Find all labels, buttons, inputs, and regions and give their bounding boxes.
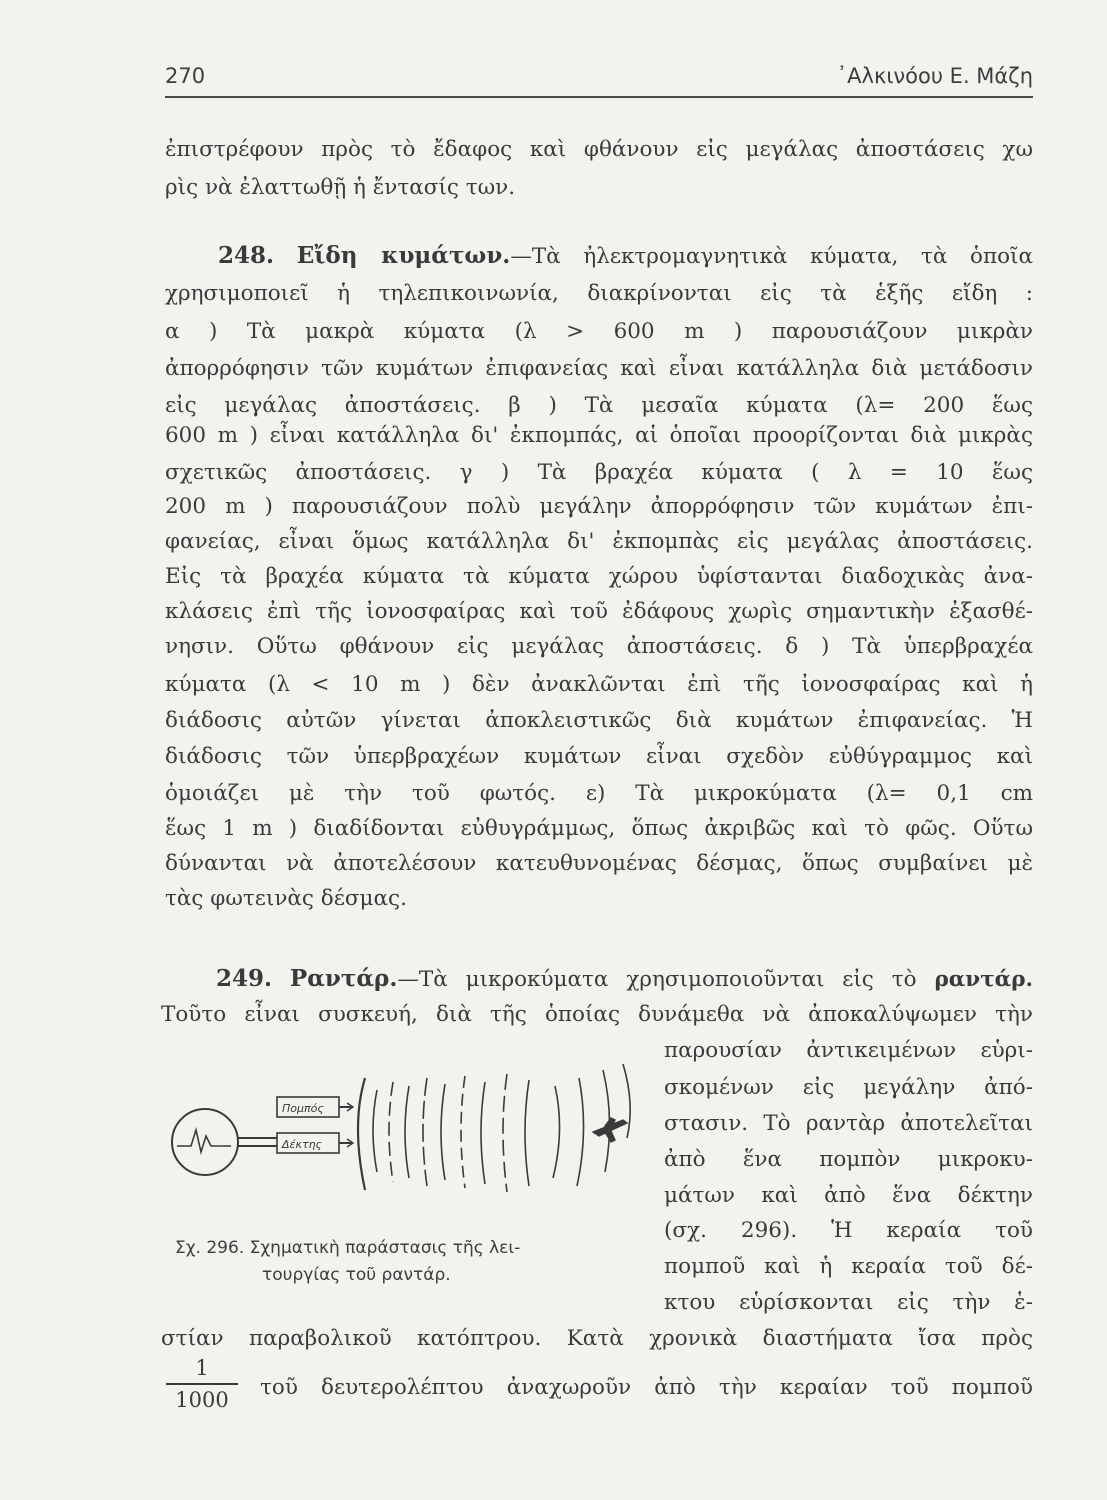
figure-caption: [175, 1235, 520, 1289]
text-line: στίαν παραβολικοῦ κατόπτρου. Κατὰ χρονικὰ διαστήματα ἴσα πρὸς: [161, 1326, 1033, 1351]
text-line: α ) Τὰ μακρὰ κύματα (λ > 600 m ) παρουσιάζουν μικρὰν: [165, 319, 1033, 344]
text-line: εἰς μεγάλας ἀποστάσεις. β ) Τὰ μεσαῖα κύματα (λ= 200 ἕως: [165, 393, 1033, 418]
text-line: φανείας, εἶναι ὅμως κατάλληλα δι' ἐκπομπὰς εἰς μεγάλας ἀποστάσεις.: [165, 529, 1033, 554]
text-line: ὁμοιάζει μὲ τὴν τοῦ φωτός. ε) Τὰ μικροκύματα (λ= 0,1 cm: [165, 781, 1033, 806]
section-249-heading-line: [216, 964, 1033, 995]
text-line: σχετικῶς ἀποστάσεις. γ ) Τὰ βραχέα κύματα ( λ = 10 ἕως: [165, 460, 1033, 485]
text-line: τὰς φωτεινὰς δέσμας.: [165, 886, 407, 911]
caption-line-1: Σχ. 296. Σχηματικὴ παράστασις τῆς λει-: [175, 1238, 521, 1258]
text-line: χρησιμοποιεῖ ἡ τηλεπικοινωνία, διακρίνονται εἰς τὰ ἑξῆς εἴδη :: [165, 281, 1033, 306]
text-line: κύματα (λ < 10 m ) δὲν ἀνακλῶνται ἐπὶ τῆς ἰονοσφαίρας καὶ ἡ: [165, 672, 1033, 697]
radar-schematic-figure: [165, 1060, 645, 1210]
text-line: Εἰς τὰ βραχέα κύματα τὰ κύματα χώρου ὑφίστανται διαδοχικὰς ἀνα-: [165, 564, 1033, 589]
section-number: 248.: [218, 242, 275, 269]
text-line: μάτων καὶ ἀπὸ ἕνα δέκτην: [664, 1183, 1033, 1208]
text-line: ρὶς νὰ ἐλαττωθῇ ἡ ἔντασίς των.: [165, 175, 516, 200]
oscilloscope-icon: [172, 1109, 238, 1175]
running-head-author: ᾿Αλκινόου Ε. Μάζη: [836, 64, 1033, 88]
transmitter-label: Πομπός: [282, 1102, 324, 1115]
fraction-numerator: 1: [166, 1355, 238, 1385]
text-line: παρουσίαν ἀντικειμένων εὑρι-: [664, 1038, 1033, 1063]
text-line: 600 m ) εἶναι κατάλληλα δι' ἐκπομπάς, αἱ ὁποῖαι προορίζονται διὰ μικρὰς: [165, 423, 1033, 448]
text-line: πομποῦ καὶ ἡ κεραία τοῦ δέ-: [664, 1254, 1033, 1279]
text-line: κλάσεις ἐπὶ τῆς ἰονοσφαίρας καὶ τοῦ ἐδάφους χωρὶς σημαντικὴν ἐξασθέ-: [165, 599, 1033, 624]
text-line: τοῦ δευτερολέπτου ἀναχωροῦν ἀπὸ τὴν κεραίαν τοῦ πομποῦ: [260, 1375, 1033, 1400]
text-line: διάδοσις τῶν ὑπερβραχέων κυμάτων εἶναι σχεδὸν εὐθύγραμμος καὶ: [165, 744, 1033, 769]
section-title: Εἴδη κυμάτων.: [296, 242, 511, 269]
text-line: διάδοσις αὐτῶν γίνεται ἀποκλειστικῶς διὰ κυμάτων ἐπιφανείας. Ἡ: [165, 708, 1033, 733]
keyword-radar: ραντάρ.: [934, 967, 1033, 992]
text-line: δύνανται νὰ ἀποτελέσουν κατευθυνομένας δέσμας, ὅπως συμβαίνει μὲ: [165, 851, 1033, 876]
section-title: Ραντάρ.: [289, 965, 398, 992]
caption-line-2: τουργίας τοῦ ραντάρ.: [262, 1265, 451, 1285]
aircraft-icon: [593, 1118, 627, 1142]
text-line: (σχ. 296). Ἡ κεραία τοῦ: [664, 1218, 1033, 1243]
text-line: ἐπιστρέφουν πρὸς τὸ ἔδαφος καὶ φθάνουν εἰς μεγάλας ἀποστάσεις χω: [165, 137, 1033, 162]
text-line: ἀπορρόφησιν τῶν κυμάτων ἐπιφανείας καὶ εἶναι κατάλληλα διὰ μετάδοσιν: [165, 356, 1033, 381]
text-run: —Τὰ ἠλεκτρομαγνητικὰ κύματα, τὰ ὁποῖα: [510, 244, 1033, 269]
text-run: —Τὰ μικροκύματα χρησιμοποιοῦνται εἰς τὸ: [397, 967, 917, 992]
page-header: [165, 62, 1033, 98]
text-line: ἀπὸ ἕνα πομπὸν μικροκυ-: [664, 1147, 1033, 1172]
section-248-heading-line: [218, 241, 1033, 272]
text-line: νησιν. Οὕτω φθάνουν εἰς μεγάλας ἀποστάσεις. δ ) Τὰ ὑπερβραχέα: [165, 634, 1033, 659]
fraction-denominator: 1000: [175, 1388, 229, 1412]
text-line: σκομένων εἰς μεγάλην ἀπό-: [664, 1075, 1033, 1100]
parabolic-reflector: [358, 1078, 365, 1190]
text-line: 200 m ) παρουσιάζουν πολὺ μεγάλην ἀπορρόφησιν τῶν κυμάτων ἐπι-: [165, 494, 1033, 519]
section-number: 249.: [216, 965, 273, 992]
receiver-label: Δέκτης: [282, 1138, 323, 1151]
text-line: στασιν. Τὸ ραντὰρ ἀποτελεῖται: [664, 1111, 1033, 1136]
fraction: [166, 1355, 238, 1413]
page-number: 270: [165, 64, 206, 88]
text-line: κτου εὑρίσκονται εἰς τὴν ἑ-: [664, 1290, 1033, 1315]
text-line: Τοῦτο εἶναι συσκευή, διὰ τῆς ὁποίας δυνάμεθα νὰ ἀποκαλύψωμεν τὴν: [161, 1002, 1033, 1027]
text-line: ἕως 1 m ) διαδίδονται εὐθυγράμμως, ὅπως ἀκριβῶς καὶ τὸ φῶς. Οὕτω: [165, 816, 1033, 841]
